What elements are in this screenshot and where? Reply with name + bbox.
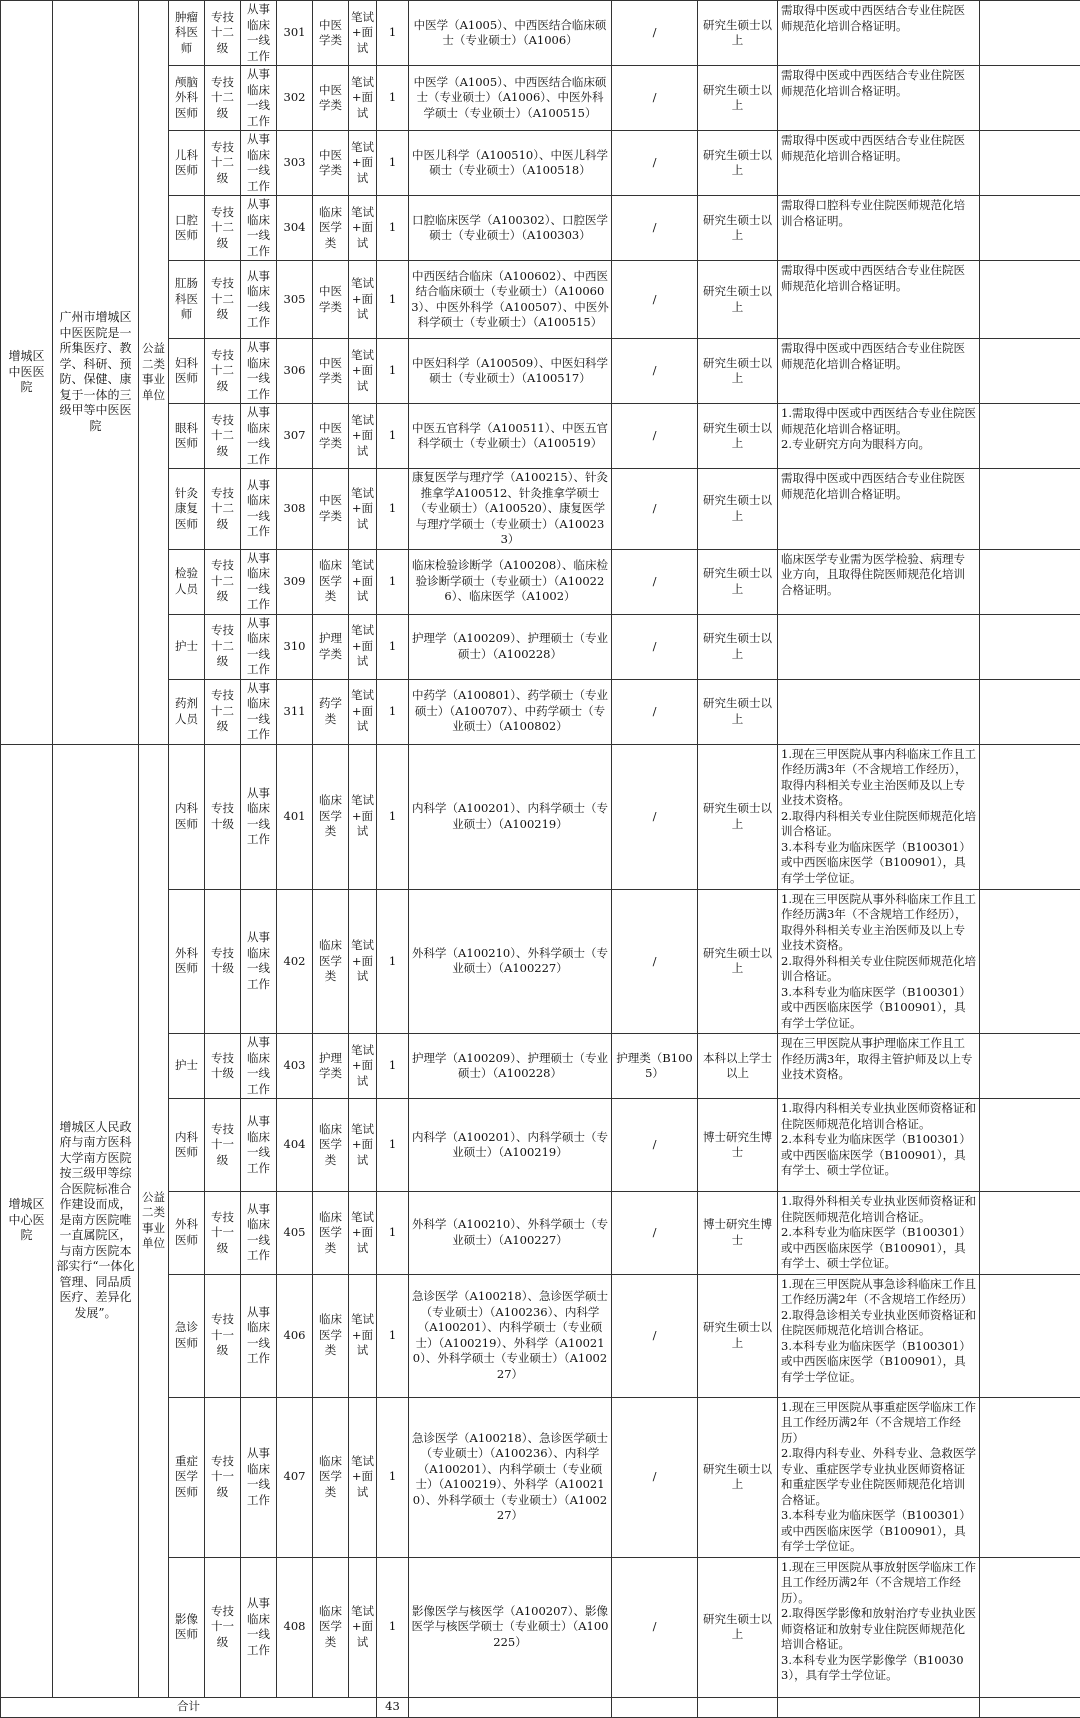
post-cell: 急诊医师	[169, 1274, 205, 1397]
education-cell: 研究生硕士以上	[698, 66, 778, 131]
post-cell: 妇科医师	[169, 339, 205, 404]
count-cell: 1	[377, 469, 409, 550]
code-cell: 311	[277, 679, 313, 744]
requirement-cell	[778, 614, 980, 679]
category-cell: 临床医学类	[313, 549, 349, 614]
exam-cell: 笔试+面试	[349, 889, 377, 1034]
requirement-cell: 1.取得内科相关专业执业医师资格证和住院医师规范化培训合格证。 2.本科专业为临床医学（B100301）或中西医临床医学（B100901），具有学士、硕士学位证。	[778, 1099, 980, 1192]
master-major-cell: 外科学（A100210）、外科学硕士（专业硕士）（A100227）	[409, 889, 612, 1034]
code-cell: 302	[277, 66, 313, 131]
level-cell: 专技十二级	[205, 66, 241, 131]
type-cell: 从事临床一线工作	[241, 261, 277, 339]
bachelor-major-cell: /	[612, 1192, 698, 1275]
requirement-cell: 1.取得外科相关专业执业医师资格证和住院医师规范化培训合格证。 2.本科专业为临床医学（B100301）或中西医临床医学（B100901），具有学士、硕士学位证。	[778, 1192, 980, 1275]
remarks-cell	[980, 744, 1080, 889]
type-cell: 从事临床一线工作	[241, 196, 277, 261]
empty-cell	[698, 1697, 778, 1717]
master-major-cell: 内科学（A100201）、内科学硕士（专业硕士）（A100219）	[409, 1099, 612, 1192]
level-cell: 专技十二级	[205, 404, 241, 469]
level-cell: 专技十一级	[205, 1397, 241, 1557]
requirement-cell: 临床医学专业需为医学检验、病理专业方向，且取得住院医师规范化培训合格证明。	[778, 549, 980, 614]
exam-cell: 笔试+面试	[349, 744, 377, 889]
category-cell: 中医学类	[313, 1, 349, 66]
post-cell: 外科医师	[169, 889, 205, 1034]
exam-cell: 笔试+面试	[349, 614, 377, 679]
count-cell: 1	[377, 614, 409, 679]
type-cell: 从事临床一线工作	[241, 1274, 277, 1397]
code-cell: 306	[277, 339, 313, 404]
requirement-cell: 1.现在三甲医院从事外科临床工作且工作经历满3年（不含规培工作经历），取得外科相关专业主治医师及以上专业技术资格。 2.取得外科相关专业住院医师规范化培训合格证。 3.本科专业为临床医学（B100301）或中西医临床医学（B100901），具有学士学位证。	[778, 889, 980, 1034]
code-cell: 407	[277, 1397, 313, 1557]
master-major-cell: 急诊医学（A100218）、急诊医学硕士（专业硕士）（A100236）、内科学（A100201）、内科学硕士（专业硕士）（A100219）、外科学（A100210）、外科学硕士（专业硕士）（A100227）	[409, 1274, 612, 1397]
post-cell: 检验人员	[169, 549, 205, 614]
exam-cell: 笔试+面试	[349, 549, 377, 614]
remarks-cell	[980, 679, 1080, 744]
education-cell: 研究生硕士以上	[698, 549, 778, 614]
bachelor-major-cell: /	[612, 469, 698, 550]
unit-name-cell: 增城区中医医院	[1, 1, 53, 745]
remarks-cell	[980, 66, 1080, 131]
exam-cell: 笔试+面试	[349, 679, 377, 744]
count-cell: 1	[377, 889, 409, 1034]
requirement-cell: 需取得中医或中西医结合专业住院医师规范化培训合格证明。	[778, 339, 980, 404]
level-cell: 专技十二级	[205, 679, 241, 744]
exam-cell: 笔试+面试	[349, 1192, 377, 1275]
exam-cell: 笔试+面试	[349, 339, 377, 404]
count-cell: 1	[377, 1099, 409, 1192]
category-cell: 中医学类	[313, 66, 349, 131]
post-cell: 肛肠科医师	[169, 261, 205, 339]
count-cell: 1	[377, 1557, 409, 1697]
education-cell: 研究生硕士以上	[698, 131, 778, 196]
post-cell: 儿科医师	[169, 131, 205, 196]
education-cell: 研究生硕士以上	[698, 614, 778, 679]
master-major-cell: 中药学（A100801）、药学硕士（专业硕士）（A100707）、中药学硕士（专业硕士）（A100802）	[409, 679, 612, 744]
category-cell: 药学类	[313, 679, 349, 744]
remarks-cell	[980, 549, 1080, 614]
category-cell: 临床医学类	[313, 1557, 349, 1697]
total-label-cell: 合计	[1, 1697, 377, 1717]
table-row	[1, 744, 1080, 889]
bachelor-major-cell: /	[612, 1274, 698, 1397]
bachelor-major-cell: /	[612, 261, 698, 339]
category-cell: 临床医学类	[313, 1192, 349, 1275]
remarks-cell	[980, 1099, 1080, 1192]
bachelor-major-cell: /	[612, 131, 698, 196]
post-cell: 口腔医师	[169, 196, 205, 261]
master-major-cell: 康复医学与理疗学（A100215）、针灸推拿学A100512、针灸推拿学硕士（专业硕士）（A100520）、康复医学与理疗学硕士（专业硕士）（A100233）	[409, 469, 612, 550]
requirement-cell: 1.现在三甲医院从事重症医学临床工作且工作经历满2年（不含规培工作经历） 2.取得内科专业、外科专业、急救医学专业、重症医学专业执业医师资格证和重症医学专业住院医师规范化培训合格证。 3.本科专业为临床医学（B100301）或中西医临床医学（B100901），具有学士学位证。	[778, 1397, 980, 1557]
level-cell: 专技十二级	[205, 196, 241, 261]
requirement-cell: 1.现在三甲医院从事放射医学临床工作且工作经历满2年（不含规培工作经历）。 2.取得医学影像和放射治疗专业执业医师资格证和放射专业住院医师规范化培训合格证。 3.本科专业为医学影像学（B100303），具有学士学位证。	[778, 1557, 980, 1697]
category-cell: 临床医学类	[313, 1099, 349, 1192]
level-cell: 专技十二级	[205, 1, 241, 66]
master-major-cell: 中医学（A1005）、中西医结合临床硕士（专业硕士）（A1006）	[409, 1, 612, 66]
level-cell: 专技十一级	[205, 1557, 241, 1697]
bachelor-major-cell: /	[612, 196, 698, 261]
remarks-cell	[980, 339, 1080, 404]
master-major-cell: 影像医学与核医学（A100207）、影像医学与核医学硕士（专业硕士）（A100225）	[409, 1557, 612, 1697]
post-cell: 内科医师	[169, 744, 205, 889]
type-cell: 从事临床一线工作	[241, 1192, 277, 1275]
master-major-cell: 中医儿科学（A100510）、中医儿科学硕士（专业硕士）（A100518）	[409, 131, 612, 196]
education-cell: 研究生硕士以上	[698, 1274, 778, 1397]
education-cell: 研究生硕士以上	[698, 339, 778, 404]
master-major-cell: 中医五官科学（A100511）、中医五官科学硕士（专业硕士）（A100519）	[409, 404, 612, 469]
code-cell: 406	[277, 1274, 313, 1397]
exam-cell: 笔试+面试	[349, 469, 377, 550]
bachelor-major-cell: /	[612, 1099, 698, 1192]
remarks-cell	[980, 1, 1080, 66]
code-cell: 403	[277, 1034, 313, 1099]
master-major-cell: 中医学（A1005）、中西医结合临床硕士（专业硕士）（A1006）、中医外科学硕士（专业硕士）（A100515）	[409, 66, 612, 131]
bachelor-major-cell: /	[612, 549, 698, 614]
requirement-cell: 需取得中医或中西医结合专业住院医师规范化培训合格证明。	[778, 66, 980, 131]
remarks-cell	[980, 889, 1080, 1034]
category-cell: 中医学类	[313, 131, 349, 196]
count-cell: 1	[377, 131, 409, 196]
table-body	[1, 1, 1080, 1718]
count-cell: 1	[377, 339, 409, 404]
bachelor-major-cell: /	[612, 404, 698, 469]
remarks-cell	[980, 469, 1080, 550]
requirement-cell: 现在三甲医院从事护理临床工作且工作经历满3年，取得主管护师及以上专业技术资格。	[778, 1034, 980, 1099]
remarks-cell	[980, 131, 1080, 196]
count-cell: 1	[377, 679, 409, 744]
level-cell: 专技十二级	[205, 261, 241, 339]
remarks-cell	[980, 196, 1080, 261]
type-cell: 从事临床一线工作	[241, 1034, 277, 1099]
category-cell: 临床医学类	[313, 1397, 349, 1557]
code-cell: 308	[277, 469, 313, 550]
type-cell: 从事临床一线工作	[241, 1397, 277, 1557]
level-cell: 专技十二级	[205, 549, 241, 614]
count-cell: 1	[377, 1034, 409, 1099]
post-cell: 重症医学医师	[169, 1397, 205, 1557]
post-cell: 眼科医师	[169, 404, 205, 469]
bachelor-major-cell: 护理类（B1005）	[612, 1034, 698, 1099]
remarks-cell	[980, 404, 1080, 469]
bachelor-major-cell: /	[612, 614, 698, 679]
empty-cell	[612, 1697, 698, 1717]
table-row	[1, 1, 1080, 66]
remarks-cell	[980, 1034, 1080, 1099]
education-cell: 研究生硕士以上	[698, 1, 778, 66]
education-cell: 博士研究生博士	[698, 1192, 778, 1275]
unit-nature-cell: 公益二类事业单位	[139, 1, 169, 745]
count-cell: 1	[377, 1397, 409, 1557]
education-cell: 本科以上学士以上	[698, 1034, 778, 1099]
category-cell: 护理学类	[313, 1034, 349, 1099]
level-cell: 专技十二级	[205, 469, 241, 550]
remarks-cell	[980, 614, 1080, 679]
type-cell: 从事临床一线工作	[241, 469, 277, 550]
education-cell: 研究生硕士以上	[698, 196, 778, 261]
post-cell: 针灸康复医师	[169, 469, 205, 550]
level-cell: 专技十一级	[205, 1192, 241, 1275]
requirement-cell: 1.现在三甲医院从事急诊科临床工作且工作经历满2年（不含规培工作经历） 2.取得急诊相关专业执业医师资格证和住院医师规范化培训合格证。 3.本科专业为临床医学（B100301）或中西医临床医学（B100901），具有学士学位证。	[778, 1274, 980, 1397]
exam-cell: 笔试+面试	[349, 261, 377, 339]
type-cell: 从事临床一线工作	[241, 744, 277, 889]
type-cell: 从事临床一线工作	[241, 549, 277, 614]
type-cell: 从事临床一线工作	[241, 131, 277, 196]
post-cell: 护士	[169, 1034, 205, 1099]
education-cell: 研究生硕士以上	[698, 261, 778, 339]
education-cell: 研究生硕士以上	[698, 469, 778, 550]
category-cell: 临床医学类	[313, 196, 349, 261]
exam-cell: 笔试+面试	[349, 404, 377, 469]
category-cell: 中医学类	[313, 404, 349, 469]
code-cell: 303	[277, 131, 313, 196]
empty-cell	[778, 1697, 980, 1717]
category-cell: 临床医学类	[313, 1274, 349, 1397]
post-cell: 颅脑外科医师	[169, 66, 205, 131]
level-cell: 专技十一级	[205, 1099, 241, 1192]
bachelor-major-cell: /	[612, 66, 698, 131]
unit-desc-cell: 广州市增城区中医医院是一所集医疗、教学、科研、预防、保健、康复于一体的三级甲等中医医院	[53, 1, 139, 745]
empty-cell	[409, 1697, 612, 1717]
exam-cell: 笔试+面试	[349, 1274, 377, 1397]
level-cell: 专技十级	[205, 744, 241, 889]
code-cell: 405	[277, 1192, 313, 1275]
count-cell: 1	[377, 1192, 409, 1275]
exam-cell: 笔试+面试	[349, 1397, 377, 1557]
code-cell: 301	[277, 1, 313, 66]
education-cell: 研究生硕士以上	[698, 889, 778, 1034]
exam-cell: 笔试+面试	[349, 1034, 377, 1099]
type-cell: 从事临床一线工作	[241, 614, 277, 679]
code-cell: 304	[277, 196, 313, 261]
master-major-cell: 护理学（A100209）、护理硕士（专业硕士）（A100228）	[409, 614, 612, 679]
master-major-cell: 急诊医学（A100218）、急诊医学硕士（专业硕士）（A100236）、内科学（A100201）、内科学硕士（专业硕士）（A100219）、外科学（A100210）、外科学硕士（专业硕士）（A100227）	[409, 1397, 612, 1557]
category-cell: 中医学类	[313, 339, 349, 404]
education-cell: 研究生硕士以上	[698, 1397, 778, 1557]
category-cell: 护理学类	[313, 614, 349, 679]
bachelor-major-cell: /	[612, 744, 698, 889]
requirement-cell: 需取得中医或中西医结合专业住院医师规范化培训合格证明。	[778, 261, 980, 339]
code-cell: 307	[277, 404, 313, 469]
unit-name-cell: 增城区中心医院	[1, 744, 53, 1697]
education-cell: 研究生硕士以上	[698, 744, 778, 889]
remarks-cell	[980, 1274, 1080, 1397]
bachelor-major-cell: /	[612, 1397, 698, 1557]
post-cell: 药剂人员	[169, 679, 205, 744]
bachelor-major-cell: /	[612, 889, 698, 1034]
type-cell: 从事临床一线工作	[241, 66, 277, 131]
post-cell: 肿瘤科医师	[169, 1, 205, 66]
bachelor-major-cell: /	[612, 339, 698, 404]
count-cell: 1	[377, 744, 409, 889]
code-cell: 408	[277, 1557, 313, 1697]
bachelor-major-cell: /	[612, 1, 698, 66]
level-cell: 专技十二级	[205, 614, 241, 679]
count-cell: 1	[377, 404, 409, 469]
exam-cell: 笔试+面试	[349, 1, 377, 66]
level-cell: 专技十二级	[205, 131, 241, 196]
requirement-cell: 1.现在三甲医院从事内科临床工作且工作经历满3年（不含规培工作经历），取得内科相关专业主治医师及以上专业技术资格。 2.取得内科相关专业住院医师规范化培训合格证。 3.本科专业为临床医学（B100301）或中西医临床医学（B100901），具有学士学位证。	[778, 744, 980, 889]
total-value-cell: 43	[377, 1697, 409, 1717]
total-row	[1, 1697, 1080, 1717]
education-cell: 博士研究生博士	[698, 1099, 778, 1192]
count-cell: 1	[377, 1274, 409, 1397]
exam-cell: 笔试+面试	[349, 1557, 377, 1697]
level-cell: 专技十级	[205, 1034, 241, 1099]
master-major-cell: 护理学（A100209）、护理硕士（专业硕士）（A100228）	[409, 1034, 612, 1099]
code-cell: 404	[277, 1099, 313, 1192]
master-major-cell: 临床检验诊断学（A100208）、临床检验诊断学硕士（专业硕士）（A100226）、临床医学（A1002）	[409, 549, 612, 614]
level-cell: 专技十二级	[205, 339, 241, 404]
code-cell: 309	[277, 549, 313, 614]
remarks-cell	[980, 1397, 1080, 1557]
type-cell: 从事临床一线工作	[241, 339, 277, 404]
post-cell: 影像医师	[169, 1557, 205, 1697]
level-cell: 专技十级	[205, 889, 241, 1034]
count-cell: 1	[377, 196, 409, 261]
education-cell: 研究生硕士以上	[698, 1557, 778, 1697]
exam-cell: 笔试+面试	[349, 131, 377, 196]
type-cell: 从事临床一线工作	[241, 404, 277, 469]
exam-cell: 笔试+面试	[349, 1099, 377, 1192]
requirement-cell: 1.需取得中医或中西医结合专业住院医师规范化培训合格证明。 2.专业研究方向为眼科方向。	[778, 404, 980, 469]
bachelor-major-cell: /	[612, 1557, 698, 1697]
exam-cell: 笔试+面试	[349, 196, 377, 261]
master-major-cell: 口腔临床医学（A100302）、口腔医学硕士（专业硕士）（A100303）	[409, 196, 612, 261]
code-cell: 402	[277, 889, 313, 1034]
master-major-cell: 外科学（A100210）、外科学硕士（专业硕士）（A100227）	[409, 1192, 612, 1275]
code-cell: 305	[277, 261, 313, 339]
requirement-cell: 需取得口腔科专业住院医师规范化培训合格证明。	[778, 196, 980, 261]
education-cell: 研究生硕士以上	[698, 679, 778, 744]
requirement-cell	[778, 679, 980, 744]
education-cell: 研究生硕士以上	[698, 404, 778, 469]
count-cell: 1	[377, 261, 409, 339]
master-major-cell: 内科学（A100201）、内科学硕士（专业硕士）（A100219）	[409, 744, 612, 889]
type-cell: 从事临床一线工作	[241, 1099, 277, 1192]
master-major-cell: 中医妇科学（A100509）、中医妇科学硕士（专业硕士）（A100517）	[409, 339, 612, 404]
code-cell: 310	[277, 614, 313, 679]
count-cell: 1	[377, 549, 409, 614]
category-cell: 临床医学类	[313, 744, 349, 889]
category-cell: 临床医学类	[313, 889, 349, 1034]
type-cell: 从事临床一线工作	[241, 679, 277, 744]
level-cell: 专技十一级	[205, 1274, 241, 1397]
count-cell: 1	[377, 1, 409, 66]
bachelor-major-cell: /	[612, 679, 698, 744]
remarks-cell	[980, 1192, 1080, 1275]
exam-cell: 笔试+面试	[349, 66, 377, 131]
unit-nature-cell: 公益二类事业单位	[139, 744, 169, 1697]
category-cell: 中医学类	[313, 261, 349, 339]
post-cell: 外科医师	[169, 1192, 205, 1275]
type-cell: 从事临床一线工作	[241, 1, 277, 66]
empty-cell	[980, 1697, 1080, 1717]
type-cell: 从事临床一线工作	[241, 889, 277, 1034]
remarks-cell	[980, 1557, 1080, 1697]
requirement-cell: 需取得中医或中西医结合专业住院医师规范化培训合格证明。	[778, 131, 980, 196]
type-cell: 从事临床一线工作	[241, 1557, 277, 1697]
count-cell: 1	[377, 66, 409, 131]
requirement-cell: 需取得中医或中西医结合专业住院医师规范化培训合格证明。	[778, 1, 980, 66]
category-cell: 中医学类	[313, 469, 349, 550]
post-cell: 护士	[169, 614, 205, 679]
master-major-cell: 中西医结合临床（A100602）、中西医结合临床硕士（专业硕士）（A100603）、中医外科学（A100507）、中医外科学硕士（专业硕士）（A100515）	[409, 261, 612, 339]
unit-desc-cell: 增城区人民政府与南方医科大学南方医院按三级甲等综合医院标准合作建设而成，是南方医院唯一直属院区，与南方医院本部实行“一体化管理、同品质医疗、差异化发展”。	[53, 744, 139, 1697]
remarks-cell	[980, 261, 1080, 339]
post-cell: 内科医师	[169, 1099, 205, 1192]
code-cell: 401	[277, 744, 313, 889]
requirement-cell: 需取得中医或中西医结合专业住院医师规范化培训合格证明。	[778, 469, 980, 550]
